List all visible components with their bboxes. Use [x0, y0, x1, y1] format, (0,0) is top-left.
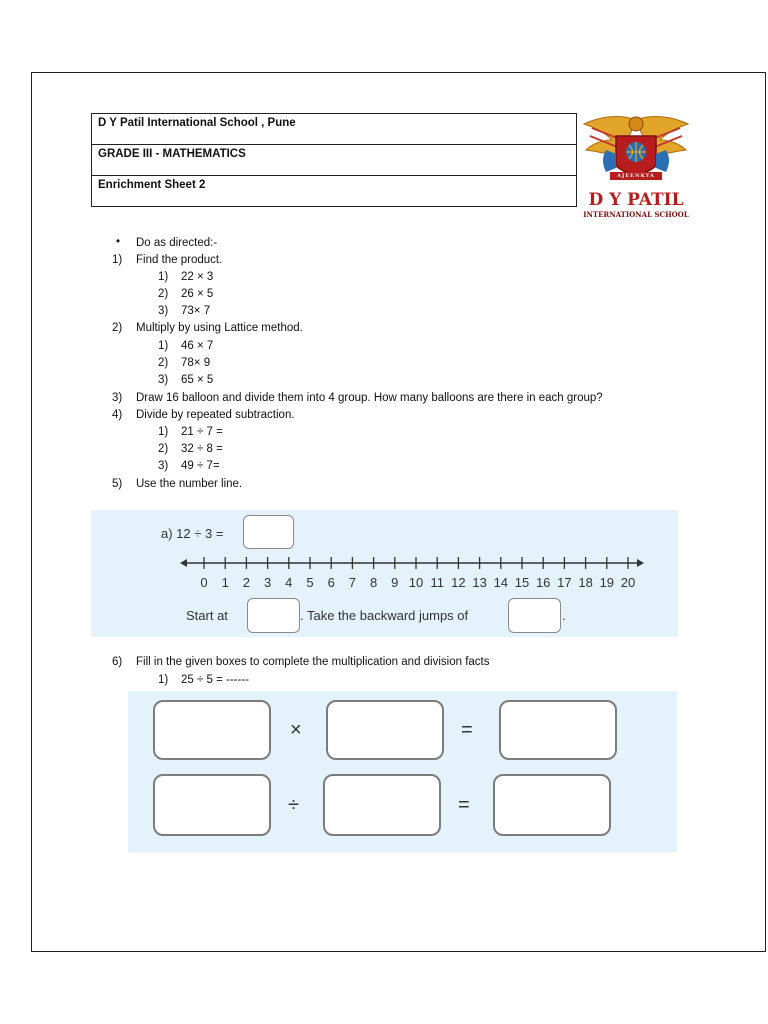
number-line-label: 12 [451, 575, 466, 590]
sub-text: 46 × 7 [181, 340, 214, 352]
divide-sign: ÷ [288, 794, 299, 816]
sub-number: 3) [158, 460, 169, 472]
question-number: 6) [112, 656, 123, 668]
fact-box-6[interactable] [493, 774, 611, 836]
number-line-label: 18 [578, 575, 593, 590]
sub-number: 2) [158, 288, 169, 300]
grade-title: GRADE III - MATHEMATICS [92, 145, 576, 176]
question-text: Use the number line. [136, 478, 243, 490]
sub-number: 2) [158, 443, 169, 455]
number-line-problem: a) 12 ÷ 3 = [161, 526, 224, 541]
question-text: Find the product. [136, 254, 223, 266]
number-line-panel [91, 510, 678, 637]
fact-box-1[interactable] [153, 700, 271, 760]
question-text: Multiply by using Lattice method. [136, 322, 303, 334]
school-name: D Y Patil International School , Pune [92, 114, 576, 145]
question-text: Fill in the given boxes to complete the multiplication and division facts [136, 656, 490, 668]
number-line-label: 3 [263, 575, 272, 590]
sub-number: 1) [158, 674, 169, 686]
question-number: 2) [112, 322, 123, 334]
bullet: • [116, 236, 121, 248]
equals-sign: = [458, 794, 470, 816]
number-line-label: 11 [430, 575, 444, 590]
sub-text: 22 × 3 [181, 271, 214, 283]
school-logo [582, 110, 690, 222]
question-number: 3) [112, 392, 123, 404]
question-number: 5) [112, 478, 123, 490]
number-line-label: 15 [514, 575, 530, 590]
number-line-label: 19 [599, 575, 615, 590]
fact-box-5[interactable] [323, 774, 441, 836]
number-line-label: 7 [348, 575, 357, 590]
sub-number: 3) [158, 374, 169, 386]
jumps-label: . Take the backward jumps of [300, 608, 469, 623]
number-line-label: 14 [493, 575, 509, 590]
number-line-label: 4 [285, 575, 293, 590]
fact-box-3[interactable] [499, 700, 617, 760]
number-line-label: 0 [200, 575, 208, 590]
sub-text: 49 ÷ 7= [181, 460, 220, 472]
number-line-label: 5 [306, 575, 314, 590]
fact-box-2[interactable] [326, 700, 444, 760]
sub-number: 1) [158, 271, 169, 283]
facts-panel [128, 691, 677, 852]
sub-number: 1) [158, 426, 169, 438]
logo-banner: AJEENKYA [617, 173, 655, 179]
sub-text: 73× 7 [181, 305, 211, 317]
times-sign: × [290, 719, 302, 741]
number-line-left-arrow [180, 559, 187, 567]
sub-text: 32 ÷ 8 = [181, 443, 223, 455]
header-table [91, 113, 577, 207]
number-line-label: 8 [369, 575, 378, 590]
sub-text: 25 ÷ 5 = ------ [181, 674, 249, 686]
number-line-label: 2 [242, 575, 251, 590]
sub-number: 1) [158, 340, 169, 352]
sub-number: 3) [158, 305, 169, 317]
sub-text: 26 × 5 [181, 288, 214, 300]
number-line-label: 16 [535, 575, 551, 590]
number-line-label: 20 [620, 575, 636, 590]
sheet-title: Enrichment Sheet 2 [98, 179, 206, 191]
equals-sign: = [461, 719, 473, 741]
end-dot: . [562, 608, 566, 623]
sub-text: 78× 9 [181, 357, 211, 369]
logo-subtitle: INTERNATIONAL SCHOOL [583, 210, 689, 219]
number-line-label: 9 [391, 575, 399, 590]
question-number: 4) [112, 409, 123, 421]
sub-text: 65 × 5 [181, 374, 214, 386]
number-line [91, 552, 678, 592]
intro-text: Do as directed:- [136, 237, 218, 249]
number-line-label: 10 [408, 575, 424, 590]
logo-name: D Y PATIL [588, 190, 684, 210]
jumps-box[interactable] [508, 598, 561, 633]
fact-box-4[interactable] [153, 774, 271, 836]
number-line-label: 1 [221, 575, 229, 590]
sub-text: 21 ÷ 7 = [181, 426, 223, 438]
number-line-label: 17 [557, 575, 572, 590]
question-number: 1) [112, 254, 123, 266]
start-label: Start at [186, 608, 228, 623]
answer-box[interactable] [243, 515, 294, 549]
question-text: Draw 16 balloon and divide them into 4 group. How many balloons are there in each group? [136, 392, 603, 404]
number-line-label: 13 [472, 575, 487, 590]
number-line-label: 6 [327, 575, 335, 590]
number-line-right-arrow [637, 559, 644, 567]
sub-number: 2) [158, 357, 169, 369]
question-text: Divide by repeated subtraction. [136, 409, 295, 421]
start-box[interactable] [247, 598, 300, 633]
